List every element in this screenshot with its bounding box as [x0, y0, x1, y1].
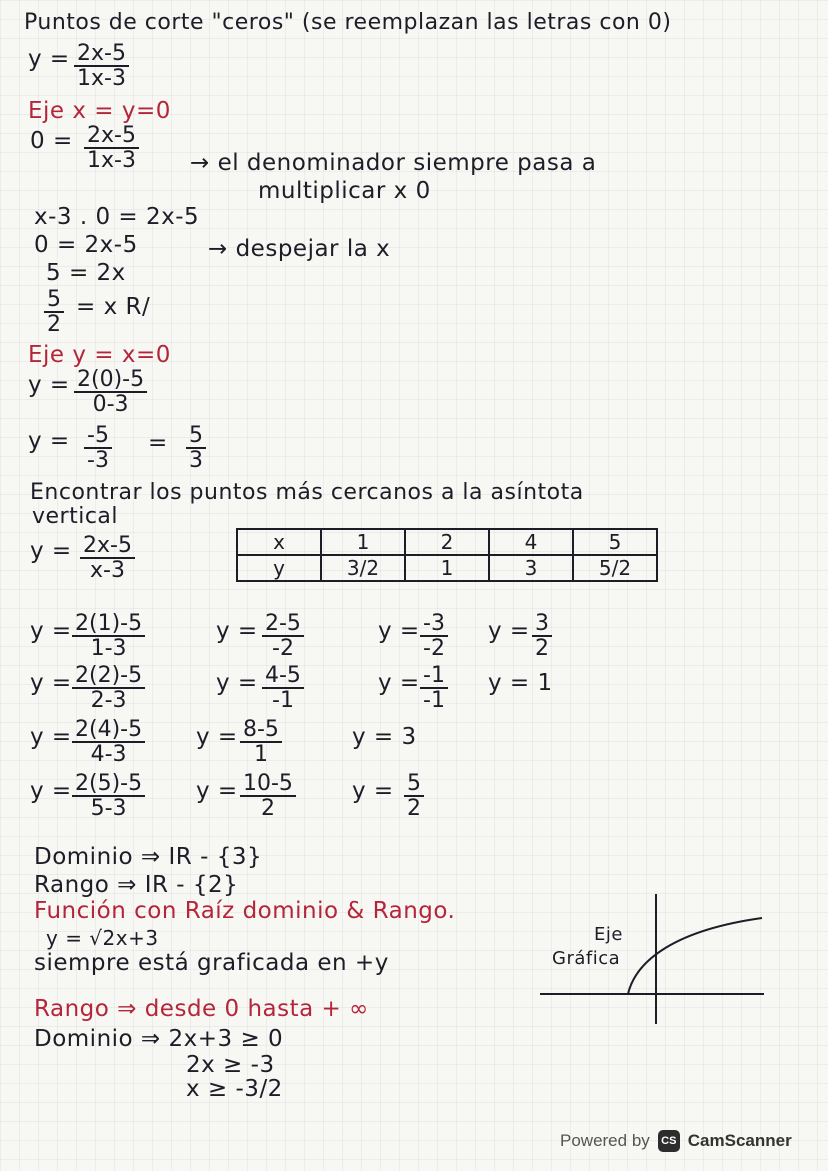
fraction-denominator: 2	[260, 796, 275, 822]
table-cell: 5	[573, 529, 657, 555]
res-fraction-1	[84, 424, 112, 472]
res-equals: =	[148, 430, 168, 456]
fraction-denominator: x-3	[89, 558, 125, 584]
table-row-x	[237, 529, 657, 555]
calc-fraction	[404, 772, 424, 820]
calc-fraction	[532, 612, 552, 660]
fraction-denominator: 2	[47, 312, 61, 338]
fraction-numerator: 5	[44, 288, 64, 313]
powered-by-text: Powered by	[560, 1131, 650, 1150]
res-fraction-2	[186, 424, 206, 472]
sub-lhs: y =	[28, 372, 70, 398]
fraction-numerator: 2(0)-5	[74, 368, 147, 393]
calc-lhs: y =	[30, 724, 72, 750]
note-despejar: → despejar la x	[208, 236, 391, 262]
function-lhs: y =	[28, 46, 70, 72]
fraction-numerator: 2(5)-5	[72, 772, 145, 797]
fraction-denominator: 1x-3	[77, 66, 126, 92]
calc-lhs: y =	[378, 618, 420, 644]
calc-fraction	[240, 772, 296, 820]
fraction-denominator: -2	[423, 636, 445, 662]
header-line: Puntos de corte "ceros" (se reemplazan las letras con 0)	[24, 10, 672, 35]
calc-lhs: y =	[378, 670, 420, 696]
fraction-numerator: -3	[420, 612, 448, 637]
calc-lhs: y =	[488, 618, 530, 644]
fraction-denominator: 2	[407, 796, 421, 822]
zero-lhs: 0 =	[30, 128, 73, 154]
fraction-denominator: 1-3	[90, 636, 127, 662]
asymptote-title: Encontrar los puntos más cercanos a la asíntota	[30, 480, 584, 505]
calc-lhs: y =	[352, 778, 394, 804]
table-cell: y	[237, 555, 321, 581]
result-tail: = x R/	[76, 294, 151, 320]
fraction-denominator: -2	[272, 636, 294, 662]
dom-step-1: 2x ≥ -3	[186, 1052, 275, 1078]
table-cell: 1	[405, 555, 489, 581]
camscanner-watermark	[560, 1124, 792, 1158]
table-cell: 3/2	[321, 555, 405, 581]
fraction-denominator: 1	[253, 742, 268, 768]
fraction-numerator: -5	[84, 424, 112, 449]
raiz-title: Función con Raíz dominio & Rango.	[34, 898, 456, 924]
calc-fraction	[420, 664, 448, 712]
eje-x-heading: Eje x = y=0	[28, 98, 171, 124]
calc-fraction	[72, 772, 145, 820]
sqrt-curve	[628, 918, 762, 994]
camscanner-brand: CamScanner	[687, 1131, 792, 1150]
fraction-denominator: 5-3	[90, 796, 127, 822]
calc-fraction	[420, 612, 448, 660]
calc-fraction	[262, 664, 304, 712]
calc-fraction	[72, 664, 145, 712]
step-1: x-3 . 0 = 2x-5	[34, 204, 200, 230]
table-cell: 2	[405, 529, 489, 555]
calc-fraction	[262, 612, 304, 660]
fraction-numerator: -1	[420, 664, 448, 689]
table-row-y	[237, 555, 657, 581]
table-cell: 3	[489, 555, 573, 581]
table-cell: x	[237, 529, 321, 555]
values-table	[236, 528, 658, 582]
zero-fraction	[84, 124, 139, 172]
dom-step-2: x ≥ -3/2	[186, 1076, 283, 1102]
fraction-numerator: 2x-5	[74, 42, 129, 67]
fraction-numerator: 2x-5	[84, 124, 139, 149]
fraction-numerator: 2(2)-5	[72, 664, 145, 689]
camscanner-logo-icon: CS	[658, 1130, 680, 1152]
step-2: 0 = 2x-5	[34, 232, 138, 258]
calc-fraction	[240, 718, 282, 766]
fraction-denominator: 3	[189, 448, 203, 474]
graph-label-grafica: Gráfica	[552, 948, 621, 969]
table-cell: 1	[321, 529, 405, 555]
fraction-numerator: 2-5	[262, 612, 304, 637]
sub-fraction	[74, 368, 147, 416]
dominio2-line: Dominio ⇒ 2x+3 ≥ 0	[34, 1026, 284, 1052]
fraction-denominator: 2	[535, 636, 549, 662]
fraction-denominator: 4-3	[90, 742, 127, 768]
fraction-numerator: 2(4)-5	[72, 718, 145, 743]
fraction-denominator: -1	[423, 688, 445, 714]
rango-line: Rango ⇒ IR - {2}	[34, 872, 239, 898]
fraction-numerator: 5	[404, 772, 424, 797]
calc-fraction	[72, 612, 145, 660]
function-fraction	[74, 42, 129, 90]
calc-lhs: y =	[30, 670, 72, 696]
calc-lhs: y =	[196, 724, 238, 750]
calc-lhs: y =	[216, 670, 258, 696]
func-fraction-2	[80, 534, 135, 582]
step-3: 5 = 2x	[46, 260, 126, 286]
note-multiplicar: multiplicar x 0	[258, 178, 431, 204]
fraction-numerator: 3	[532, 612, 552, 637]
table-cell: 5/2	[573, 555, 657, 581]
result-fraction	[44, 288, 64, 336]
fraction-numerator: 2(1)-5	[72, 612, 145, 637]
rango2-line: Rango ⇒ desde 0 hasta + ∞	[34, 996, 369, 1022]
fraction-denominator: 0-3	[92, 392, 129, 418]
calc-lhs: y =	[30, 778, 72, 804]
fraction-denominator: 2-3	[90, 688, 127, 714]
fraction-denominator: -1	[272, 688, 294, 714]
asymptote-title-2: vertical	[32, 504, 119, 529]
calc-lhs: y =	[216, 618, 258, 644]
dominio-line: Dominio ⇒ IR - {3}	[34, 844, 263, 870]
fraction-numerator: 2x-5	[80, 534, 135, 559]
graph-label-eje: Eje	[594, 924, 623, 945]
fraction-numerator: 8-5	[240, 718, 282, 743]
fraction-numerator: 10-5	[240, 772, 296, 797]
calc-result: y = 3	[352, 724, 417, 750]
calc-lhs: y =	[30, 618, 72, 644]
func-lhs-2: y =	[30, 538, 72, 564]
fraction-denominator: -3	[87, 448, 109, 474]
note-denominador: → el denominador siempre pasa a	[190, 150, 597, 176]
raiz-function: y = √2x+3	[46, 926, 159, 950]
fraction-numerator: 4-5	[262, 664, 304, 689]
res-lhs: y =	[28, 428, 70, 454]
calc-lhs: y =	[196, 778, 238, 804]
calc-fraction	[72, 718, 145, 766]
calc-result: y = 1	[488, 670, 553, 696]
table-cell: 4	[489, 529, 573, 555]
eje-y-heading: Eje y = x=0	[28, 342, 171, 368]
raiz-note: siempre está graficada en +y	[34, 950, 389, 976]
fraction-denominator: 1x-3	[87, 148, 136, 174]
fraction-numerator: 5	[186, 424, 206, 449]
